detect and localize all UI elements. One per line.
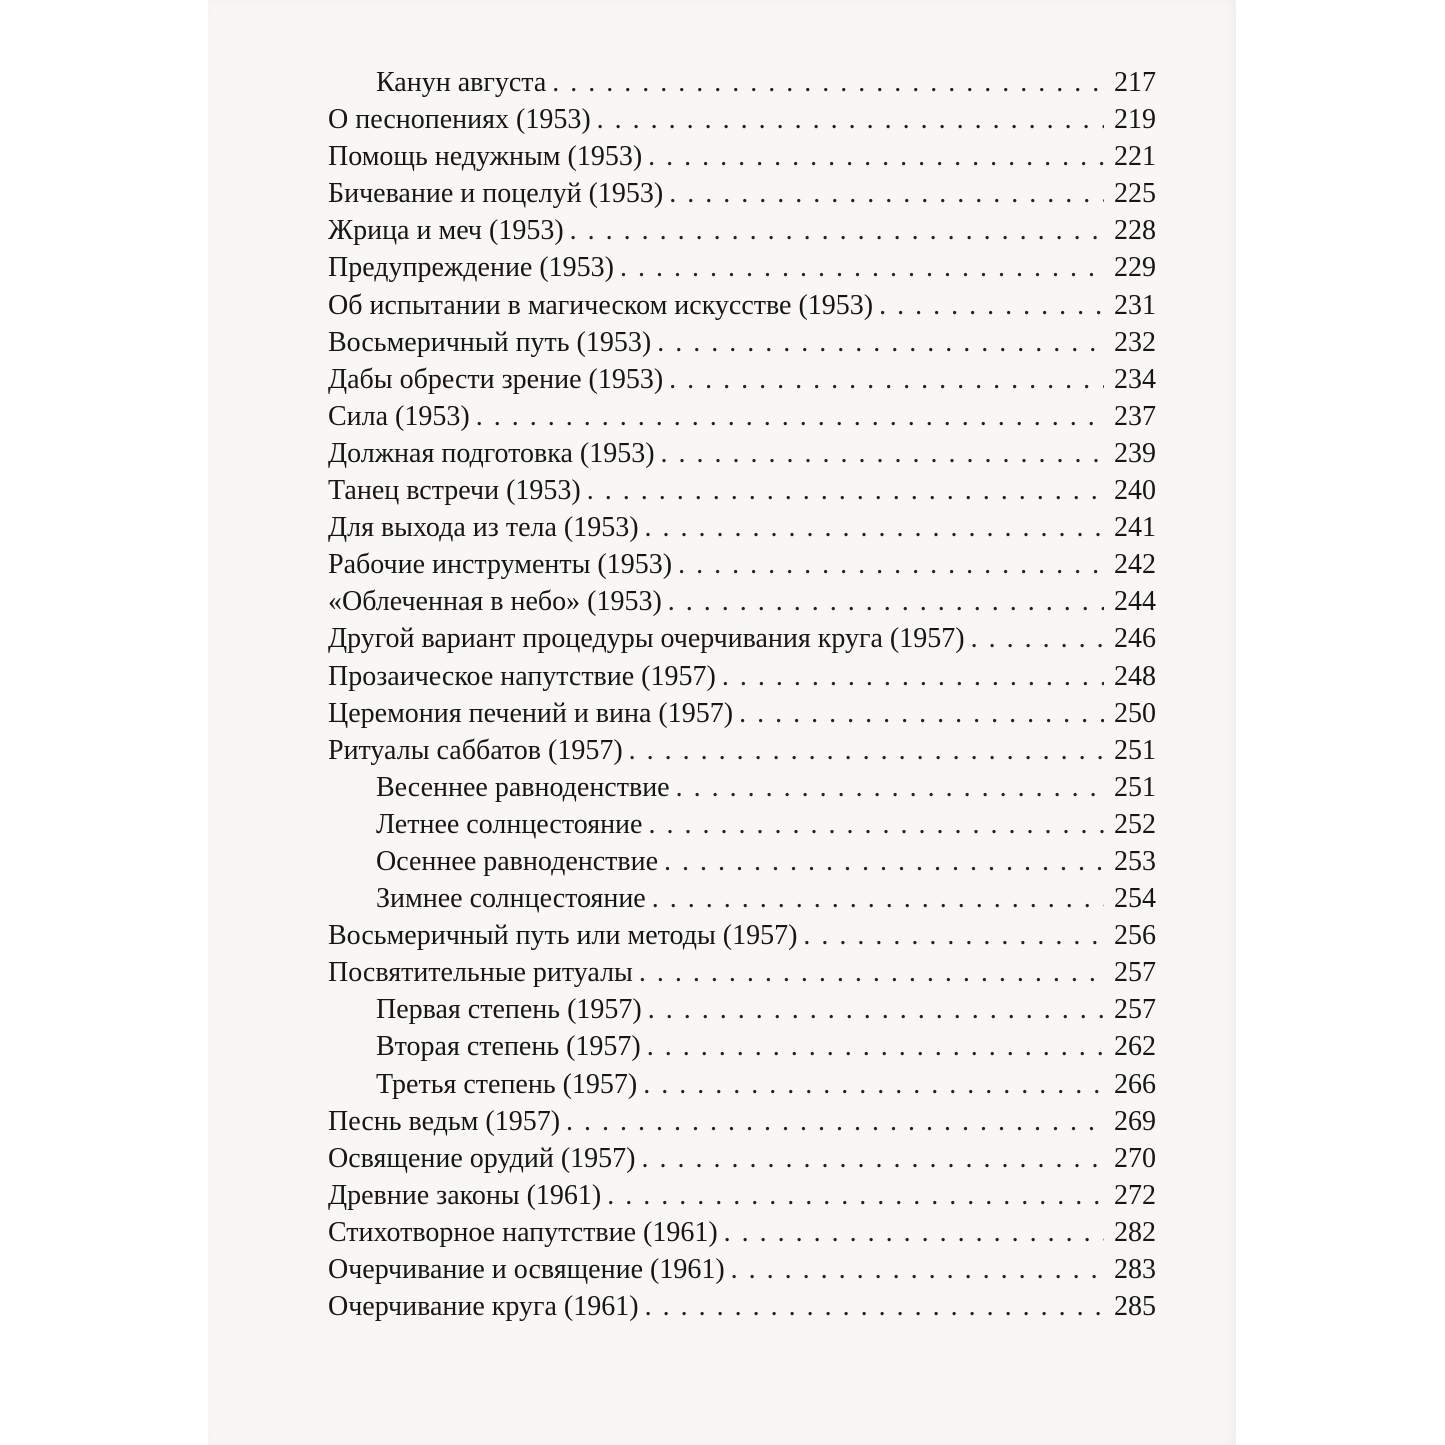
toc-entry [328,249,1156,286]
toc-entry [328,1288,1156,1325]
toc-entry-page-number: 221 [1114,141,1156,173]
toc-entry-page-number: 239 [1114,437,1156,469]
toc-entry-title: Прозаическое напутствие (1957) [328,660,716,692]
toc-entry-page-number: 272 [1114,1179,1156,1211]
dot-leader [657,324,1104,361]
toc-entry [328,620,1156,657]
toc-entry-title: Весеннее равноденствие [376,771,670,803]
toc-entry [328,175,1156,212]
toc-entry [328,1214,1156,1251]
dot-leader [643,1066,1104,1103]
toc-entry [328,1140,1156,1177]
toc-entry-page-number: 262 [1114,1031,1156,1063]
toc-entry [328,583,1156,620]
toc-entry-title: Освящение орудий (1957) [328,1142,636,1174]
toc-entry-title: Третья степень (1957) [376,1068,638,1100]
toc-entry-title: Очерчивание круга (1961) [328,1291,639,1323]
toc-entry-page-number: 229 [1114,252,1156,284]
toc-entry-page-number: 250 [1114,697,1156,729]
toc-entry-page-number: 257 [1114,994,1156,1026]
toc-subentry [328,769,1156,806]
dot-leader [678,546,1104,583]
toc-entry-page-number: 242 [1114,549,1156,581]
toc-entry [328,917,1156,954]
dot-leader [731,1251,1104,1288]
toc-entry-title: Летнее солнцестояние [376,808,643,840]
toc-entry-title: Зимнее солнцестояние [376,883,646,915]
dot-leader [647,1028,1104,1065]
toc-entry-title: Танец встречи (1953) [328,475,581,507]
dot-leader [642,1140,1105,1177]
dot-leader [803,917,1104,954]
toc-entry [328,398,1156,435]
dot-leader [476,398,1104,435]
toc-entry-page-number: 254 [1114,883,1156,915]
toc-entry [328,954,1156,991]
dot-leader [629,732,1104,769]
dot-leader [676,769,1104,806]
toc-entry-title: Ритуалы саббатов (1957) [328,734,623,766]
toc-entry-title: Древние законы (1961) [328,1179,602,1211]
toc-entry-title: Об испытании в магическом искусстве (1953) [328,289,874,321]
toc-entry-page-number: 217 [1114,67,1156,98]
toc-entry-title: Помощь недужным (1953) [328,141,643,173]
dot-leader [879,287,1104,324]
toc-entry-title: Восьмеричный путь (1953) [328,326,652,358]
toc-entry-title: Предупреждение (1953) [328,252,615,284]
toc-subentry [328,1066,1156,1103]
toc-entry [328,658,1156,695]
toc-entry-page-number: 225 [1114,178,1156,210]
toc-subentry [328,991,1156,1028]
dot-leader [648,806,1104,843]
dot-leader [669,175,1104,212]
toc-entry [328,472,1156,509]
dot-leader [597,101,1104,138]
toc-entry-page-number: 285 [1114,1291,1156,1323]
dot-leader [620,249,1104,286]
toc-entry-page-number: 241 [1114,512,1156,544]
toc-entry-page-number: 256 [1114,920,1156,952]
toc-entry-title: Стихотворное напутствие (1961) [328,1216,718,1248]
toc-entry-title: Рабочие инструменты (1953) [328,549,673,581]
dot-leader [652,880,1104,917]
dot-leader [552,64,1104,101]
toc-entry-page-number: 234 [1114,363,1156,395]
dot-leader [664,843,1104,880]
toc-subentry [328,64,1156,101]
toc-entry-title: Песнь ведьм (1957) [328,1105,561,1137]
toc-entry-page-number: 232 [1114,326,1156,358]
toc-entry-title: Вторая степень (1957) [376,1031,641,1063]
toc-entry-page-number: 246 [1114,623,1156,655]
toc-entry-page-number: 240 [1114,475,1156,507]
toc-entry-title: Сила (1953) [328,400,470,432]
dot-leader [739,695,1104,732]
dot-leader [668,583,1104,620]
toc-entry-title: Восьмеричный путь или методы (1957) [328,920,798,952]
toc-entry [328,212,1156,249]
toc-entry-page-number: 251 [1114,771,1156,803]
toc-entry-page-number: 251 [1114,734,1156,766]
toc-subentry [328,843,1156,880]
toc-entry [328,732,1156,769]
dot-leader [971,620,1104,657]
toc-entry-title: Первая степень (1957) [376,994,642,1026]
toc-entry-page-number: 266 [1114,1068,1156,1100]
toc-entry [328,435,1156,472]
toc-entry-page-number: 248 [1114,660,1156,692]
toc-entry-title: Бичевание и поцелуй (1953) [328,178,664,210]
dot-leader [661,435,1104,472]
toc-entry [328,546,1156,583]
dot-leader [570,212,1104,249]
toc-entry [328,695,1156,732]
dot-leader [648,991,1104,1028]
toc-entry-title: Другой вариант процедуры очерчивания круга (1957) [328,623,965,655]
table-of-contents [328,64,1156,1325]
toc-entry-page-number: 219 [1114,104,1156,136]
toc-entry-page-number: 231 [1114,289,1156,321]
dot-leader [724,1214,1104,1251]
dot-leader [566,1103,1104,1140]
toc-entry-page-number: 252 [1114,808,1156,840]
toc-entry-title: Осеннее равноденствие [376,845,659,877]
toc-entry [328,287,1156,324]
toc-subentry [328,806,1156,843]
dot-leader [645,509,1104,546]
dot-leader [607,1177,1104,1214]
toc-entry-title: «Облеченная в небо» (1953) [328,586,662,618]
toc-entry [328,509,1156,546]
dot-leader [648,138,1104,175]
toc-entry [328,1103,1156,1140]
toc-entry [328,1251,1156,1288]
toc-entry-title: Для выхода из тела (1953) [328,512,639,544]
dot-leader [669,361,1104,398]
toc-entry-page-number: 269 [1114,1105,1156,1137]
toc-entry-page-number: 244 [1114,586,1156,618]
toc-entry-page-number: 282 [1114,1216,1156,1248]
toc-subentry [328,1028,1156,1065]
toc-entry [328,138,1156,175]
toc-entry-title: Должная подготовка (1953) [328,437,655,469]
toc-entry-title: Посвятительные ритуалы [328,957,633,989]
toc-subentry [328,880,1156,917]
toc-entry-page-number: 270 [1114,1142,1156,1174]
toc-entry [328,324,1156,361]
toc-entry-page-number: 237 [1114,400,1156,432]
dot-leader [722,658,1104,695]
dot-leader [587,472,1104,509]
toc-entry [328,361,1156,398]
toc-entry [328,101,1156,138]
dot-leader [639,954,1104,991]
toc-entry-page-number: 253 [1114,845,1156,877]
toc-entry [328,1177,1156,1214]
toc-entry-title: О песнопениях (1953) [328,104,591,136]
toc-entry-title: Очерчивание и освящение (1961) [328,1254,725,1285]
toc-entry-title: Канун августа [376,67,547,98]
dot-leader [645,1288,1104,1325]
toc-entry-title: Церемония печений и вина (1957) [328,697,734,729]
toc-entry-title: Дабы обрести зрение (1953) [328,363,664,395]
toc-entry-title: Жрица и меч (1953) [328,215,564,247]
toc-entry-page-number: 283 [1114,1254,1156,1285]
toc-entry-page-number: 257 [1114,957,1156,989]
toc-entry-page-number: 228 [1114,215,1156,247]
